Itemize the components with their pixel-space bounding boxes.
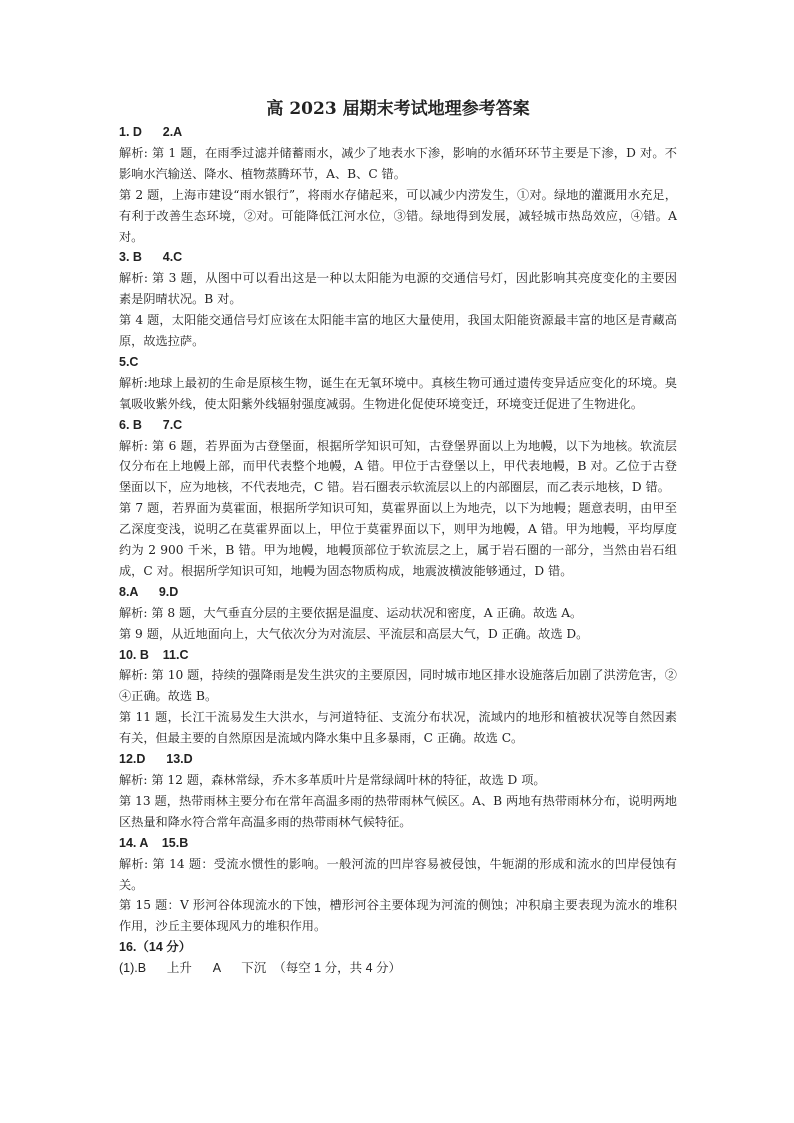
explanation-paragraph: 第 4 题，太阳能交通信号灯应该在太阳能丰富的地区大量使用，我国太阳能资源最丰富的地区是青藏高原，故选拉萨。: [119, 313, 677, 349]
answer-block: [119, 247, 677, 352]
explanation-paragraph: 第 9 题，从近地面向上，大气依次分为对流层、平流层和高层大气，D 正确。故选 D。: [119, 626, 589, 641]
answer-block: [119, 833, 677, 938]
page-title: 高 2023 届期末考试地理参考答案: [266, 99, 530, 119]
explanation-paragraph: 解析: 第 10 题，持续的强降雨是发生洪灾的主要原因，同时城市地区排水设施落后加剧了洪涝危害，②④正确。故选 B。: [119, 668, 677, 704]
explanation-paragraph: 解析: 第 14 题：受流水惯性的影响。一般河流的凹岸容易被侵蚀，牛轭湖的形成和流水的凹岸侵蚀有关。: [119, 856, 677, 892]
explanation-paragraph: 第 11 题，长江干流易发生大洪水，与河道特征、支流分布状况，流域内的地形和植被状况等自然因素有关，但最主要的自然原因是流域内降水集中且多暴雨，C 正确。故选 C。: [119, 710, 677, 746]
answer-key-line: 14. A 15.B: [119, 835, 189, 850]
answer-block: [119, 937, 677, 958]
answer-block: [119, 582, 677, 645]
answer-block: [119, 645, 677, 750]
explanation-paragraph: 解析: 第 6 题，若界面为古登堡面，根据所学知识可知，古登堡界面以上为地幔，以下为地核。软流层仅分布在上地幔上部，而甲代表整个地幔，A 错。甲位于古登堡以上，甲代表地幔，B 对。乙位于古登堡面以下，应为地核，不代表地壳，C 错。岩石圈表示软流层以上的内部圈层，而乙表示地核，D 错。: [119, 438, 677, 495]
explanation-paragraph: 解析: 第 12 题，森林常绿，乔木多革质叶片是常绿阔叶林的特征，故选 D 项。: [119, 772, 546, 787]
answer-block: [119, 415, 677, 582]
answer-key-line: 10. B 11.C: [119, 647, 189, 662]
answer-key-line: 5.C: [119, 354, 139, 369]
answer-key-line: 3. B 4.C: [119, 250, 183, 265]
explanation-paragraph: 解析: 第 1 题，在雨季过滤并储蓄雨水，减少了地表水下渗，影响的水循环环节主要是下渗，D 对。不影响水汽输送、降水、植物蒸腾环节，A、B、C 错。: [119, 145, 677, 181]
answer-key-line: 1. D 2.A: [119, 125, 183, 139]
answer-list: [119, 122, 677, 958]
explanation-paragraph: 解析:地球上最初的生命是原核生物，诞生在无氧环境中。真核生物可通过遗传变异适应变化的环境。臭氧吸收紫外线，使太阳紫外线辐射强度减弱。生物进化促使环境变迁，环境变迁促进了生物进化。: [119, 375, 677, 411]
answer-key-line: 6. B 7.C: [119, 417, 183, 432]
answer-key-line: 8.A 9.D: [119, 584, 179, 599]
explanation-paragraph: 第 15 题：V 形河谷体现流水的下蚀，槽形河谷主要体现为河流的侧蚀；冲积扇主要表现为流水的堆积作用，沙丘主要体现风力的堆积作用。: [119, 898, 677, 934]
answer-document: [119, 96, 677, 979]
explanation-paragraph: 解析: 第 3 题，从图中可以看出这是一种以太阳能为电源的交通信号灯，因此影响其亮度变化的主要因素是阴晴状况。B 对。: [119, 271, 677, 307]
question-16-part-1-answer: (1).B 上升 A 下沉 （每空 1 分，共 4 分）: [119, 961, 401, 976]
answer-block: [119, 749, 677, 833]
explanation-paragraph: 第 2 题，上海市建设“雨水银行”，将雨水存储起来，可以减少内涝发生，①对。绿地的灌溉用水充足，有利于改善生态环境，②对。可能降低江河水位，③错。绿地得到发展，减轻城市热岛效应，④错。A 对。: [119, 187, 677, 244]
explanation-paragraph: 第 13 题，热带雨林主要分布在常年高温多雨的热带雨林气候区。A、B 两地有热带雨林分布，说明两地区热量和降水符合常年高温多雨的热带雨林气候特征。: [119, 793, 677, 829]
explanation-paragraph: 第 7 题，若界面为莫霍面，根据所学知识可知，莫霍界面以上为地壳，以下为地幔；题意表明，由甲至乙深度变浅，说明乙在莫霍界面以上，甲位于莫霍界面以下，则甲为地幔，A 错。甲为地幔，平均厚度约为 2 900 千米，B 错。甲为地幔，地幔顶部位于软流层之上，属于岩石圈的一部分，当然由岩石组成，C 对。根据所学知识可知，地幔为固态物质构成，地震波横波能够通过，D 错。: [119, 501, 677, 578]
answer-key-line: 12.D 13.D: [119, 752, 193, 767]
answer-block: [119, 352, 677, 415]
explanation-paragraph: 解析: 第 8 题，大气垂直分层的主要依据是温度、运动状况和密度，A 正确。故选 A。: [119, 605, 583, 620]
answer-block: [119, 122, 677, 247]
answer-key-line: 16.（14 分）: [119, 940, 192, 955]
